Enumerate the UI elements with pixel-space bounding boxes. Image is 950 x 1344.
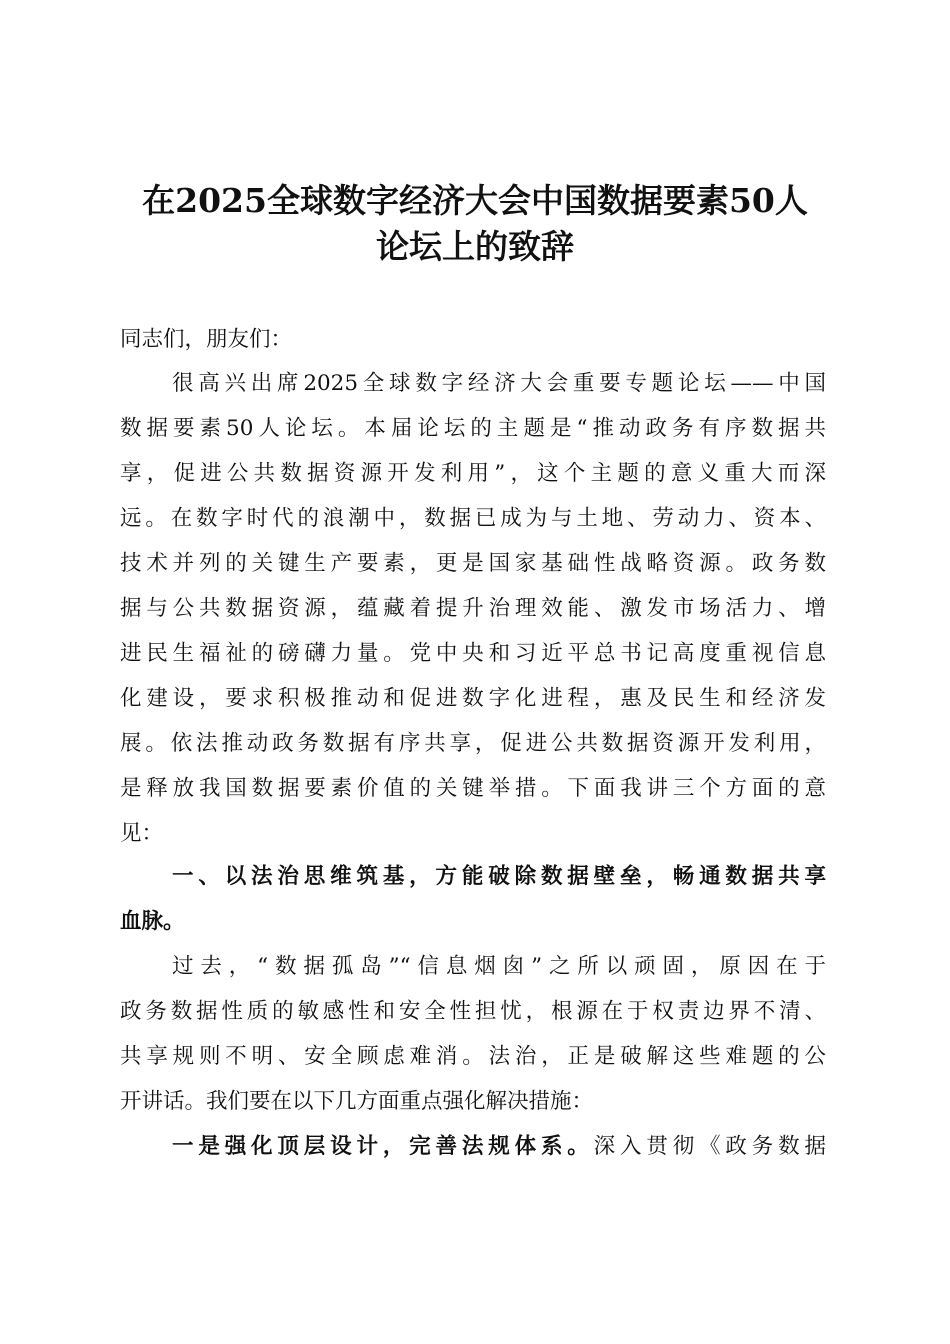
paragraph-line: 共享规则不明、安全顾虑难消。法治，正是破解这些难题的公 [120, 1044, 826, 1069]
paragraph-line: 远。在数字时代的浪潮中，数据已成为与土地、劳动力、资本、 [120, 506, 826, 531]
title-line-1: 在2025全球数字经济大会中国数据要素50人 [142, 181, 808, 220]
paragraph-line: 政务数据性质的敏感性和安全性担忧，根源在于权责边界不清、 [120, 999, 826, 1024]
paragraph-3 [172, 1132, 826, 1162]
paragraph-rest: 深入贯彻《政务数据 [593, 1134, 826, 1159]
paragraph-line: 享，促进公共数据资源开发利用”，这个主题的意义重大而深 [120, 461, 826, 486]
paragraph-line: 数据要素50人论坛。本届论坛的主题是“推动政务有序数据共 [120, 416, 826, 441]
paragraph-line: 据与公共数据资源，蕴藏着提升治理效能、激发市场活力、增 [120, 596, 826, 621]
bold-lead: 一是强化顶层设计，完善法规体系。 [172, 1134, 594, 1159]
document-title [110, 178, 840, 270]
paragraph-line: 开讲话。我们要在以下几方面重点强化解决措施： [120, 1089, 594, 1114]
heading-line: 血脉。 [120, 909, 185, 934]
paragraph-line: 过去，“数据孤岛”“信息烟囱”之所以顽固，原因在于 [172, 954, 826, 979]
salutation: 同志们，朋友们： [120, 327, 293, 352]
paragraph-line: 技术并列的关键生产要素，更是国家基础性战略资源。政务数 [120, 551, 826, 576]
paragraph-line: 化建设，要求积极推动和促进数字化进程，惠及民生和经济发 [120, 686, 826, 711]
paragraph-line: 展。依法推动政务数据有序共享，促进公共数据资源开发利用， [120, 731, 826, 756]
title-line-2: 论坛上的致辞 [376, 227, 574, 266]
paragraph-line: 见： [120, 821, 164, 846]
paragraph-line: 很高兴出席2025全球数字经济大会重要专题论坛——中国 [172, 371, 826, 396]
paragraph-line: 是释放我国数据要素价值的关键举措。下面我讲三个方面的意 [120, 776, 826, 801]
paragraph-line: 进民生福祉的磅礴力量。党中央和习近平总书记高度重视信息 [120, 641, 826, 666]
heading-line: 一、以法治思维筑基，方能破除数据壁垒，畅通数据共享 [172, 864, 826, 889]
